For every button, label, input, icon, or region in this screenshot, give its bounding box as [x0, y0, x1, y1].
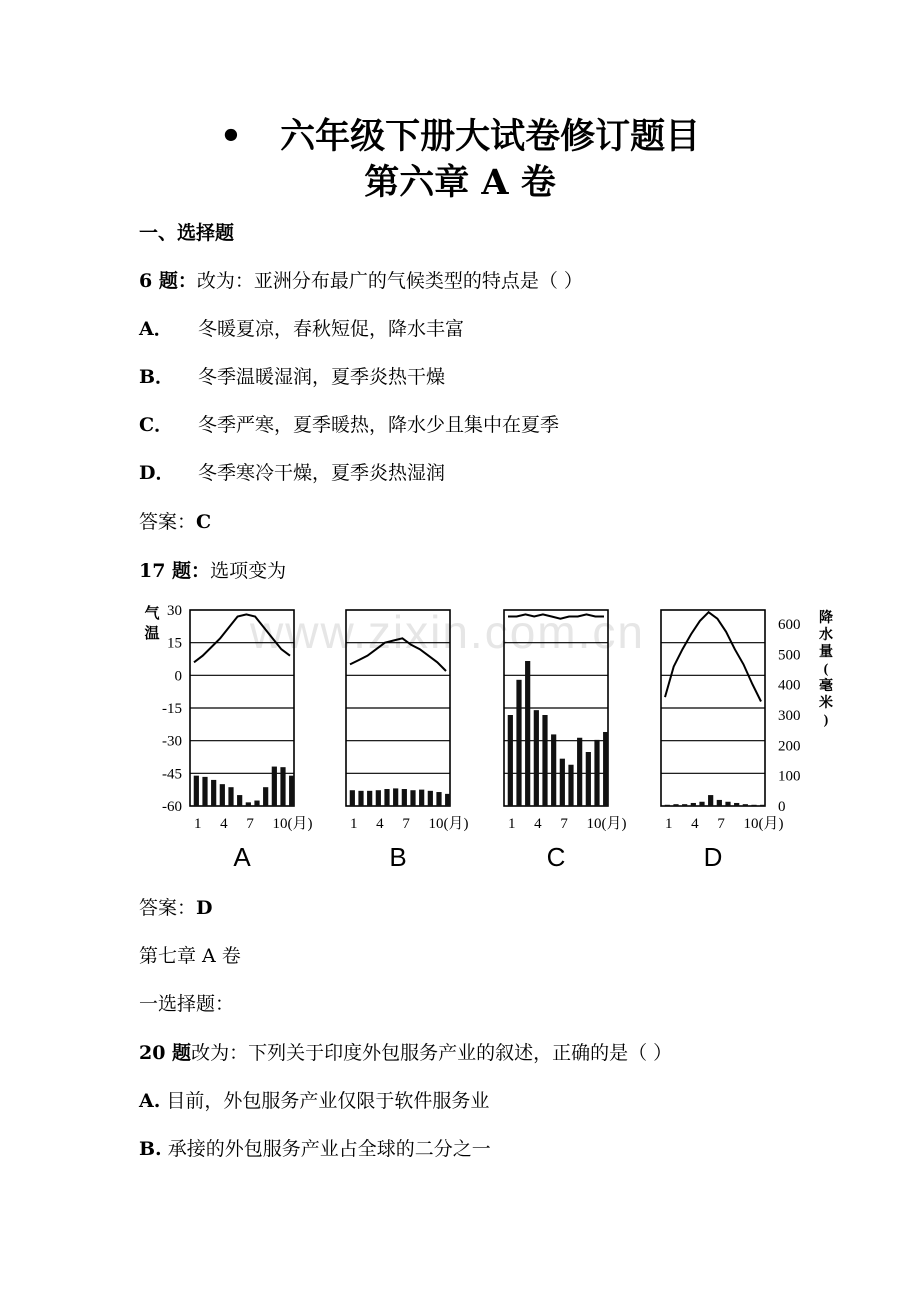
- q6-option-d: [139, 460, 445, 486]
- precipitation-bar: [508, 715, 513, 806]
- panel-label: C: [546, 842, 566, 872]
- right-tick-label: 600: [778, 617, 801, 633]
- precipitation-bar: [384, 789, 389, 806]
- answer-value: C: [196, 511, 212, 533]
- precipitation-bar: [594, 740, 599, 806]
- q6-number: 6 题：: [139, 270, 197, 292]
- right-axis-label-char: (: [823, 662, 829, 677]
- option-text: 目前，外包服务产业仅限于软件服务业: [166, 1090, 490, 1112]
- precipitation-bar: [220, 784, 225, 806]
- precipitation-bar: [263, 787, 268, 806]
- option-text: 冬季严寒，夏季暖热，降水少且集中在夏季: [198, 414, 560, 436]
- x-tick-label: 1: [350, 816, 358, 832]
- x-tick-label: 1: [194, 816, 202, 832]
- option-text: 冬季温暖湿润，夏季炎热干燥: [198, 366, 446, 388]
- precipitation-bar: [393, 788, 398, 806]
- option-label: A．: [139, 318, 173, 340]
- left-axis-label-char: 温: [144, 626, 160, 642]
- right-tick-label: 400: [778, 677, 801, 694]
- precipitation-bar: [699, 802, 704, 806]
- option-text: 冬季寒冷干燥，夏季炎热湿润: [198, 462, 446, 484]
- watermark: www.zixin.com.cn: [250, 606, 645, 658]
- x-tick-label: 10(月): [586, 816, 627, 832]
- right-axis-label-char: 降: [819, 611, 833, 626]
- precipitation-bar: [376, 790, 381, 806]
- precipitation-bar: [428, 791, 433, 806]
- title-text: 六年级下册大试卷修订题目: [280, 116, 701, 157]
- right-axis-label-char: ): [823, 713, 829, 728]
- precipitation-bar: [691, 803, 696, 806]
- right-tick-label: 200: [778, 738, 801, 755]
- answer-label: 答案：: [139, 511, 197, 533]
- q20-option-b: [139, 1136, 491, 1162]
- precipitation-bar: [445, 794, 450, 806]
- q6-option-b: [139, 364, 445, 390]
- precipitation-bar: [751, 805, 756, 806]
- precipitation-bar: [410, 790, 415, 806]
- precipitation-bar: [367, 791, 372, 806]
- q20-option-a: [139, 1088, 489, 1114]
- x-tick-label: 4: [534, 816, 542, 832]
- x-tick-label: 10(月): [428, 816, 469, 832]
- right-tick-label: 0: [778, 799, 786, 815]
- x-tick-label: 10(月): [743, 816, 784, 832]
- option-label: B.: [139, 1138, 162, 1160]
- precipitation-bar: [743, 804, 748, 806]
- left-tick-label: -15: [162, 701, 182, 717]
- precipitation-bar: [254, 801, 259, 806]
- q6-text: 改为：亚洲分布最广的气候类型的特点是（ ）: [196, 270, 583, 292]
- right-tick-label: 300: [778, 708, 801, 724]
- panel-label: D: [703, 842, 723, 872]
- precipitation-bar: [516, 680, 521, 806]
- option-text: 冬暖夏凉，春秋短促，降水丰富: [198, 318, 465, 340]
- precipitation-bar: [289, 776, 294, 806]
- q6-option-a: [139, 316, 464, 342]
- option-label: B．: [139, 366, 175, 388]
- option-label: C．: [139, 414, 174, 436]
- precipitation-bar: [586, 752, 591, 806]
- precipitation-bar: [577, 738, 582, 806]
- precipitation-bar: [202, 777, 207, 806]
- precipitation-bar: [560, 759, 565, 806]
- section-heading: 一、选择题: [139, 222, 235, 244]
- precipitation-bar: [402, 789, 407, 806]
- x-tick-label: 4: [376, 816, 384, 832]
- x-tick-label: 1: [508, 816, 516, 832]
- precipitation-bar: [734, 803, 739, 806]
- precipitation-bar: [272, 767, 277, 806]
- precipitation-bar: [534, 710, 539, 806]
- right-axis-label-char: 米: [819, 696, 833, 711]
- precipitation-bar: [246, 802, 251, 806]
- answer-label: 答案：: [139, 897, 197, 919]
- x-tick-label: 7: [246, 816, 254, 832]
- q6-stem: [139, 268, 583, 294]
- chapter7-section: 一选择题：: [139, 993, 235, 1015]
- precipitation-bar: [350, 790, 355, 806]
- precipitation-bar: [280, 767, 285, 806]
- page-title: [0, 117, 920, 157]
- panel-label: A: [233, 842, 251, 872]
- page-subtitle: 第六章 A 卷: [364, 162, 556, 203]
- precipitation-bar: [436, 792, 441, 806]
- left-tick-label: -45: [162, 766, 182, 783]
- x-tick-label: 7: [402, 816, 410, 832]
- q6-option-c: [139, 412, 559, 438]
- precipitation-bar: [568, 765, 573, 806]
- climate-charts-figure: [138, 600, 838, 880]
- precipitation-bar: [708, 795, 713, 806]
- option-label: D．: [139, 462, 175, 484]
- option-text: 承接的外包服务产业占全球的二分之一: [167, 1138, 491, 1160]
- precipitation-bar: [665, 805, 670, 806]
- left-tick-label: 15: [167, 635, 182, 652]
- right-tick-label: 100: [778, 768, 801, 785]
- q20-text: 改为：下列关于印度外包服务产业的叙述，正确的是（ ）: [191, 1042, 673, 1064]
- left-tick-label: 0: [174, 668, 182, 685]
- precipitation-bar: [603, 732, 608, 806]
- temperature-line: [508, 614, 604, 618]
- x-tick-label: 7: [560, 816, 568, 832]
- temperature-line: [194, 614, 290, 662]
- precipitation-bar: [228, 787, 233, 806]
- right-tick-label: 500: [778, 647, 801, 664]
- precipitation-bar: [673, 804, 678, 806]
- q17-number: 17 题：: [139, 560, 211, 582]
- q17-stem: [139, 558, 286, 584]
- precipitation-bar: [542, 715, 547, 806]
- right-axis-label-char: 量: [819, 645, 833, 660]
- q17-text: 选项变为: [210, 560, 287, 582]
- precipitation-bar: [419, 790, 424, 806]
- answer-value: D: [196, 897, 213, 919]
- precipitation-bar: [237, 795, 242, 806]
- x-tick-label: 4: [220, 816, 228, 832]
- precipitation-bar: [211, 780, 216, 806]
- title-bullet: •: [219, 116, 243, 157]
- x-tick-label: 7: [717, 816, 725, 832]
- panel-label: B: [389, 842, 407, 872]
- right-axis-label-char: 毫: [819, 679, 833, 694]
- precipitation-bar: [717, 800, 722, 806]
- precipitation-bar: [358, 791, 363, 806]
- right-axis-label-char: 水: [819, 628, 833, 643]
- precipitation-bar: [551, 734, 556, 806]
- precipitation-bar: [682, 804, 687, 806]
- precipitation-bar: [760, 805, 765, 806]
- q20-stem: [139, 1040, 672, 1066]
- precipitation-bar: [525, 661, 530, 806]
- option-label: A.: [139, 1090, 161, 1112]
- chapter7-title: 第七章 A 卷: [139, 945, 241, 967]
- x-tick-label: 4: [691, 816, 699, 832]
- left-tick-label: -30: [162, 733, 182, 750]
- precipitation-bar: [725, 802, 730, 806]
- q17-answer: [139, 895, 213, 921]
- q20-number: 20 题: [139, 1042, 192, 1064]
- left-tick-label: -60: [162, 799, 182, 815]
- x-tick-label: 10(月): [272, 816, 313, 832]
- left-tick-label: 30: [167, 603, 182, 619]
- q6-answer: [139, 509, 211, 535]
- precipitation-bar: [194, 776, 199, 806]
- temperature-line: [665, 612, 761, 701]
- x-tick-label: 1: [665, 816, 673, 832]
- left-axis-label-char: 气: [144, 606, 160, 622]
